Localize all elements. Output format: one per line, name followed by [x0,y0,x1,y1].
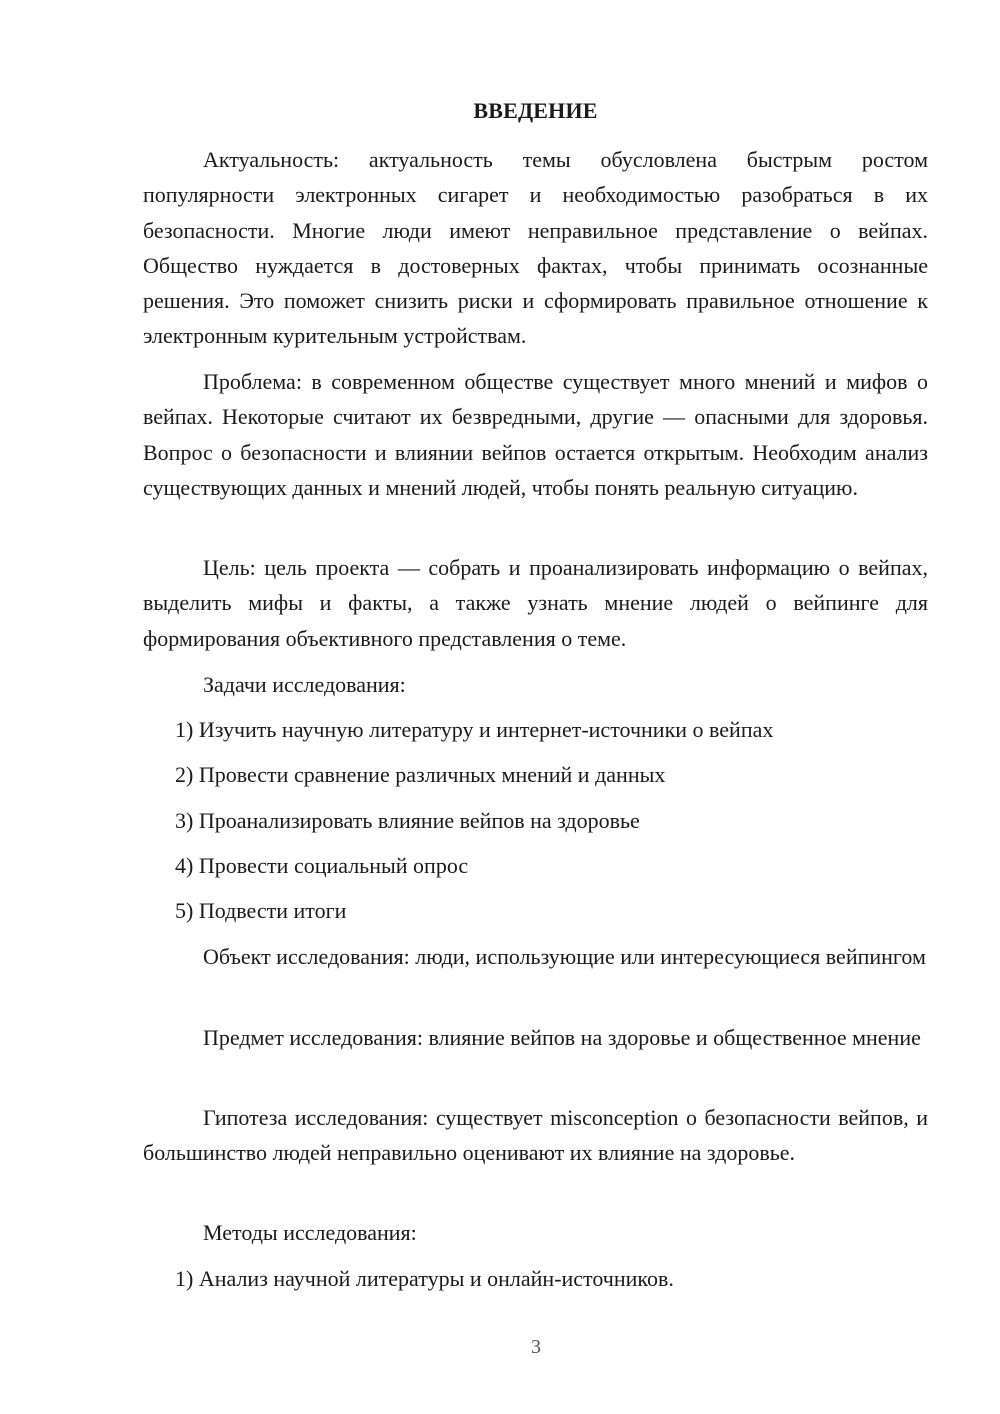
paragraph-subject: Предмет исследования: влияние вейпов на здоровье и общественное мнение [203,1025,921,1050]
page-number: 3 [531,1336,541,1358]
task-item: 3) Проанализировать влияние вейпов на здоровье [175,808,640,833]
paragraph-object: Объект исследования: люди, использующие или интересующиеся вейпингом [203,944,926,969]
methods-heading: Методы исследования: [203,1220,417,1245]
paragraph-goal: Цель: цель проекта — собрать и проанализировать информацию о вейпах, выделить мифы и факты, а также узнать мнение людей о вейпинге для формирования объективного представления о теме. [143,555,928,651]
task-item: 5) Подвести итоги [175,898,347,923]
paragraph-relevance: Актуальность: актуальность темы обусловлена быстрым ростом популярности электронных сигарет и необходимостью разобраться в их безопасности. Многие люди имеют неправильное представление о вейпах. Общество нуждается в достоверных фактах, чтобы принимать осознанные решения. Это поможет снизить риски и сформировать правильное отношение к электронным курительным устройствам. [143,147,928,349]
paragraph-hypothesis: Гипотеза исследования: существует misconception о безопасности вейпов, и большинство людей неправильно оценивают их влияние на здоровье. [143,1105,928,1166]
task-item: 4) Провести социальный опрос [175,853,469,878]
method-item: 1) Анализ научной литературы и онлайн-источников. [175,1266,674,1291]
paragraph-problem: Проблема: в современном обществе существует много мнений и мифов о вейпах. Некоторые считают их безвредными, другие — опасными для здоровья. Вопрос о безопасности и влиянии вейпов остается открытым. Необходим анализ существующих данных и мнений людей, чтобы понять реальную ситуацию. [143,369,928,500]
task-item: 2) Провести сравнение различных мнений и данных [175,762,666,787]
tasks-heading: Задачи исследования: [203,672,406,697]
task-item: 1) Изучить научную литературу и интернет-источники о вейпах [175,717,774,742]
page-title: ВВЕДЕНИЕ [473,98,598,123]
